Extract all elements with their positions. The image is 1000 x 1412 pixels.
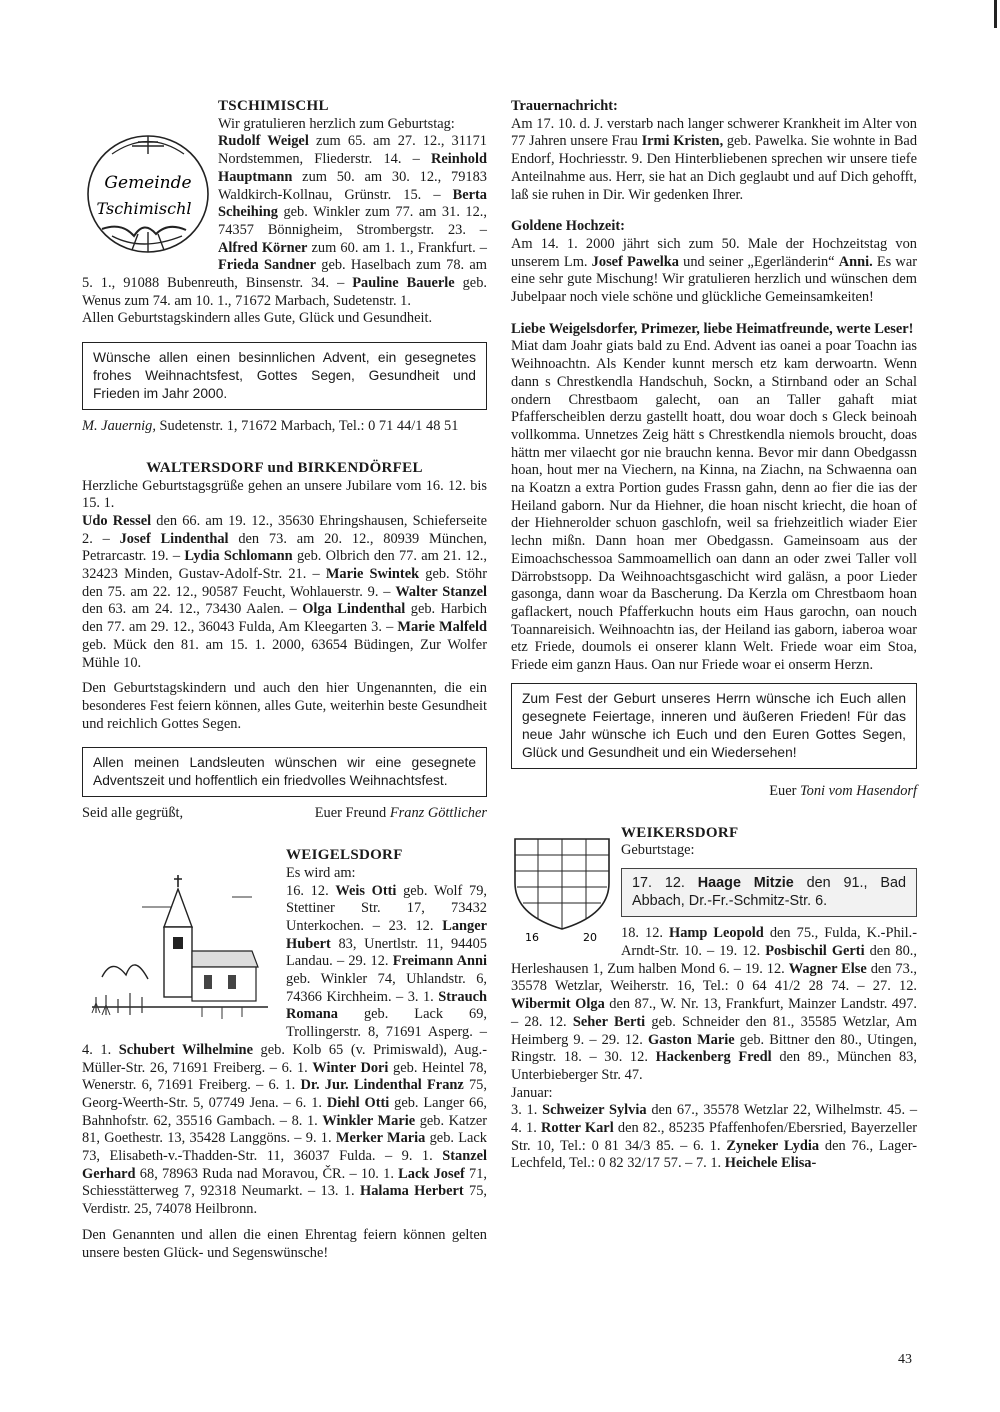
date: 18. 12.: [621, 925, 670, 942]
weigelsdorf-heading: WEIGELSDORF: [286, 847, 403, 864]
jubilar-details: den 76., Lager-Lechfeld, Tel.: 0 82 32/17 57. – 7. 1.: [511, 1137, 917, 1172]
jubilar-details: geb. Stöhr den 75. am 22. 12., 90587 Feucht, Wohlauerstr. 9. –: [82, 566, 487, 600]
crest-year-right: 20: [583, 930, 597, 944]
weikersdorf-intro: Geburtstage:: [621, 842, 695, 859]
jubilar-name: Weis Otti: [335, 882, 397, 899]
friend-signature: [315, 805, 487, 823]
jubilar-details: 83, Unertlstr. 11, 94405 Landau. – 29. 12.: [286, 935, 487, 970]
jubilar-name: Rotter Karl: [541, 1120, 614, 1137]
hochzeit-text-part: und seiner „Egerländerin“: [678, 253, 839, 270]
jubilar-details: 75, Verdistr. 25, 74078 Heilbronn.: [82, 1183, 488, 1218]
jubilar-details: den 73. am 20. 12., 80939 München, Petrarcastr. 19. –: [82, 530, 487, 565]
hochzeit-text: [511, 236, 917, 307]
jubilar-details: den 66. am 19. 12., 35630 Ehringshausen, Schieferseite 2. –: [82, 512, 487, 547]
section-weigelsdorf: [82, 847, 487, 1262]
seal-text-tschimischl: Tschimischl: [96, 199, 192, 218]
gemeinde-seal-image: [82, 124, 210, 264]
jubilar-name: Posbischil Gerti: [765, 943, 865, 960]
januar-label: Januar:: [511, 1084, 553, 1101]
right-column: [511, 98, 917, 1173]
jubilar-details: geb. Wolf 79, Stettiner Str. 17, 73432 Unterkochen. – 23. 12.: [286, 882, 487, 934]
wife-name: Anni.: [838, 253, 873, 270]
jubilar-name: Winter Dori: [312, 1059, 389, 1076]
signature-address: Sudetenstr. 1, 71672 Marbach, Tel.: 0 71 44/1 48 51: [155, 418, 459, 435]
jubilar-details: geb. Lack 69, Trollingerstr. 8, 71691 Asperg. – 4. 1.: [82, 1006, 487, 1058]
jubilar-name: Stanzel Gerhard: [82, 1148, 487, 1182]
jubilar-details: geb. Bittner den 80., Utingen, Ringstr. 18. – 30. 12.: [511, 1031, 917, 1066]
jubilar-name: Seher Berti: [572, 1013, 646, 1030]
tschimischl-advent-box: [82, 342, 487, 410]
section-tschimischl: [82, 98, 487, 436]
jubilar-details: geb. Langer 66, Bahnhofstr. 62, 35516 Gambach. – 8. 1.: [82, 1094, 487, 1129]
jubilar-details: geb. Katzer 81, Goethestr. 13, 35428 Langgöns. – 9. 1.: [82, 1112, 488, 1147]
church-illustration: [82, 867, 278, 1027]
jubilar-details: zum 60. am 1. 1., Frankfurt. –: [307, 239, 487, 256]
jubilar-name: Langer Hubert: [286, 917, 487, 952]
jubilar-details: geb. Mück den 81. am 15. 1. 2000, 63654 Büdingen, Zur Wolfer Mühle 10.: [82, 636, 487, 671]
jubilar-name: Schweizer Sylvia: [542, 1102, 647, 1119]
section-trauernachricht: [511, 98, 917, 204]
tschimischl-intro: Wir gratulieren herzlich zum Geburtstag:: [218, 115, 455, 132]
jubilar-name: Schubert Wilhelmine: [118, 1041, 253, 1058]
seal-text-gemeinde: Gemeinde: [104, 173, 192, 193]
jubilar-details: geb. Wenus zum 74. am 10. 1., 71672 Marbach, Sudetenstr. 1.: [82, 275, 487, 309]
trauer-text: [511, 116, 917, 205]
jubilar-details: den 67., 35578 Wetzlar 22, Wilhelmstr. 45. – 4. 1.: [511, 1102, 918, 1137]
jubilar-name: Berta Scheihing: [218, 186, 487, 221]
jubilar-name: Alfred Körner: [218, 239, 308, 256]
jubilar-details: den 75., Fulda, K.-Phil.-Arndt-Str. 10. – 19. 12.: [621, 925, 918, 960]
jubilar-details: den 63. am 24. 12., 73430 Aalen. –: [82, 601, 303, 618]
crest-year-left: 16: [525, 930, 539, 944]
jubilar-name: Wibermit Olga: [511, 996, 605, 1013]
jubilar-name: Strauch Romana: [286, 988, 487, 1023]
jubilar-name: Halama Herbert: [360, 1183, 464, 1200]
sign-name: Toni vom Hasendorf: [799, 782, 917, 799]
weikersdorf-birthday-list: [511, 925, 917, 1084]
deceased-name: Irmi Kristen,: [641, 133, 724, 150]
waltersdorf-wish-box: [82, 747, 487, 797]
jubilar-details: den 91., Bad Abbach, Dr.-Fr.-Schmitz-Str. 6.: [632, 874, 906, 909]
jubilar-name: Haage Mitzie: [697, 874, 794, 891]
friend-name: Franz Göttlicher: [389, 805, 487, 822]
jubilar-name: Lydia Schlomann: [184, 548, 293, 565]
weihnacht-text: Miat dam Joahr giats bald zu End. Advent ias oanei a poar Toachn ias Weihnoachtn. Als Kender kunnt mersch etz kam derwoartn. Wenn dann s Chrestkendla Handschuh, Sockn, a Stirnband oder an Schal ondern Chrestbaom galecht, oan an Taller gahaft miat Pfafferscheiblen derzu gastellt hoatt, dou woar doch s Gleck beinoah vollkomma. Unnetzes Zeig hätt s Chrestkendla niemols broucht, doas hättn mer vilaecht gor nie brauchn kenna. Bevor mir dann Obedgassn hoan, hout mer na Viechern, na Kinna, na Ziachn, na Schwaenna oan na Koatzn a extra Portion gudes Frassn gahn, denn ao fier die ias der Heiland gaborn. Nur da Hiehner, die hoan nischt kriecht, die hoan of der Hiehnerolder schuon gaschlofn, weil sa friehzeitlich wiader Eier lechn mißn. Dann hoan mer Obedgassn. Gameinsoam aus der Eimoachschessoa Sammoamellich oan dann an oder zwei Taller voll Därrobstsopp. Da Weihnoachtsgaschicht wird galäsn, a poor Lieder gasonga, dann woar da Bascherung. Da Kerzla om Chrestbaom hoan gaflackert, nouch Pfafferkuchn houts eim Haus garochn, oan nouch Toannareisich. Weihnoachtn ias, der Heiland ias gaborn, iaberoa woar etz Friede, doumols ei onserer klann Welt. Friede woar eim Stoa, Friede eim ganzn Haus. Oan nur Friede woar ei onserm Herzn.: [511, 338, 917, 674]
jubilar-details: geb. Haselbach zum 78. am 5. 1., 91088 Bubenreuth, Binsenstr. 34. –: [82, 257, 488, 292]
jubilar-name: Freimann Anni: [392, 953, 487, 970]
husband-name: Josef Pawelka: [591, 253, 679, 270]
jubilar-name: Merker Maria: [335, 1130, 426, 1147]
tschimischl-signature: [82, 418, 487, 436]
jubilar-name: Diehl Otti: [326, 1094, 390, 1111]
jubilar-name: Walter Stanzel: [395, 583, 487, 600]
left-column: [82, 98, 487, 1262]
weikersdorf-highlight-box: [621, 868, 917, 917]
weihnacht-heading: Liebe Weigelsdorfer, Primezer, liebe Heimatfreunde, werte Leser!: [511, 320, 914, 337]
jubilar-name: Winkler Marie: [322, 1112, 416, 1129]
jubilar-details: den 89., München 83, Unterbieberger Str. 47.: [511, 1049, 917, 1083]
friend-prefix: Euer Freund: [314, 805, 390, 822]
hochzeit-text-part: Am 14. 1. 2000 jährt sich zum 50. Male der Hochzeitstag von unserem Lm.: [511, 235, 917, 270]
waltersdorf-closing: Den Geburtstagskindern und auch den hier Ungenannten, die ein besonderes Fest feiern können, alles Gute, weiterhin beste Gesundheit und reichlich Gottes Segen.: [82, 680, 487, 732]
jubilar-name: Gaston Marie: [647, 1031, 735, 1048]
waltersdorf-heading: WALTERSDORF und BIRKENDÖRFEL: [146, 459, 423, 476]
jubilar-name: Marie Malfeld: [397, 619, 488, 636]
jubilar-details: geb. Winkler 74, Uhlandstr. 6, 74366 Kirchheim. – 3. 1.: [286, 971, 487, 1005]
jubilar-name: Heichele Elisa-: [724, 1155, 817, 1172]
jubilar-name: Rudolf Weigel: [218, 133, 309, 150]
weikersdorf-januar-list: [511, 1102, 917, 1173]
sign-prefix: Euer: [769, 782, 800, 799]
tschimischl-closing: Allen Geburtstagskindern alles Gute, Glück und Gesundheit.: [82, 310, 433, 327]
jubilar-details: zum 50. am 30. 12., 79183 Waldkirch-Kollnau, Grünstr. 15. –: [218, 168, 487, 203]
jubilar-name: Hackenberg Fredl: [655, 1049, 772, 1066]
crest-drawing: [511, 833, 613, 945]
trauer-heading: Trauernachricht:: [511, 98, 618, 114]
jubilar-name: Marie Swintek: [325, 566, 420, 583]
jubilar-name: Udo Ressel: [82, 512, 152, 529]
jubilar-name: Olga Lindenthal: [302, 601, 406, 618]
jubilar-name: Dr. Jur. Lindenthal Franz: [300, 1077, 464, 1094]
hochzeit-text-part: Es war eine sehr gute Mischung! Wir gratulieren herzlich und wünschen dem Jubelpaar noch viele schöne und glückliche Gemeinsamkeiten!: [511, 253, 917, 306]
jubilar-name: Pauline Bauerle: [352, 275, 455, 292]
greeting: Seid alle gegrüßt,: [82, 805, 184, 822]
jubilar-details: 68, 78963 Ruda nad Moravou, ČR. – 10. 1.: [135, 1165, 399, 1182]
jubilar-name: Zyneker Lydia: [726, 1137, 820, 1154]
date: 17. 12.: [632, 874, 698, 891]
church-drawing: [82, 867, 278, 1027]
jubilar-details: den 80., Herleshausen 1, Zum halben Mond 6. – 19. 12.: [511, 943, 917, 977]
waltersdorf-birthday-list: [82, 478, 487, 673]
waltersdorf-intro: Herzliche Geburtstagsgrüße gehen an unsere Jubilare vom 16. 12. bis 15. 1.: [82, 477, 487, 512]
jubilar-details: geb. Harbich den 77. am 29. 12., 36043 Fulda, Am Kleegarten 3. –: [82, 601, 487, 636]
wish-text: Allen meinen Landsleuten wünschen wir eine gesegnete Adventszeit und hoffentlich ein friedvolles Weihnachtsfest.: [93, 755, 476, 789]
jubilar-details: den 73., 35578 Wetzlar, Weiherstr. 16, Tel.: 0 64 41/2 28 74. – 27. 12.: [511, 960, 918, 995]
jubilar-details: geb. Kolb 65 (v. Primiswald), Aug.-Müller-Str. 26, 71691 Freiberg. – 6. 1.: [82, 1041, 487, 1076]
jubilar-name: Hamp Leopold: [669, 925, 764, 942]
jubilar-name: Lack Josef: [398, 1165, 465, 1182]
tschimischl-heading: TSCHIMISCHL: [218, 98, 329, 114]
section-weihnachtsgruss: [511, 321, 917, 801]
jubilar-name: Frieda Sandner: [218, 257, 317, 274]
jubilar-details: geb. Lack 73, Elisabeth-v.-Thadden-Str. 11, 36037 Fulda. – 9. 1.: [82, 1130, 487, 1165]
trauer-text-part: geb. Pawelka. Sie wohnte in Bad Endorf, Hochriesstr. 9. Den Hinterbliebenen sprechen wir unsere tiefe Anteilnahme aus. Herr, sie hat an Dich geglaubt und auf Dich gehofft, laß sie ruhen in Dir. Wir gedenken Ihrer.: [511, 133, 918, 203]
section-weikersdorf: [511, 825, 917, 1174]
jubilar-details: geb. Winkler zum 77. am 31. 12., 74357 Bönnigheim, Strombergstr. 23. –: [218, 204, 487, 238]
jubilar-name: Reinhold Hauptmann: [218, 151, 487, 185]
jubilar-details: 71, Schiesstätterweg 7, 92318 Neumarkt. – 13. 1.: [82, 1165, 487, 1200]
jubilar-details: geb. Heintel 78, Wenerstr. 6, 71691 Freiberg. – 6. 1.: [82, 1059, 487, 1094]
jubilar-details: zum 65. am 27. 12., 31171 Nordstemmen, Fliederstr. 14. –: [218, 133, 487, 168]
jubilar-name: Josef Lindenthal: [119, 530, 229, 547]
weikersdorf-heading: WEIKERSDORF: [621, 824, 739, 841]
jubilar-details: geb. Schneider den 81., 35585 Wetzlar, Am Heimberg 9. – 29. 12.: [511, 1013, 918, 1048]
waltersdorf-signature: [82, 805, 487, 823]
jubilar-details: geb. Olbrich den 77. am 21. 12., 32423 Minden, Gustav-Adolf-Str. 21. –: [82, 548, 487, 583]
jubilar-name: Wagner Else: [788, 960, 867, 977]
date: 16. 12.: [286, 882, 336, 899]
jubilar-details: 75, Georg-Weerth-Str. 5, 07749 Jena. – 6. 1.: [82, 1077, 487, 1111]
section-goldene-hochzeit: [511, 218, 917, 307]
section-waltersdorf: [82, 460, 487, 823]
date: 3. 1.: [511, 1102, 543, 1119]
jubilar-details: den 87., W. Nr. 13, Frankfurt, Mainzer Landstr. 497. – 28. 12.: [511, 996, 917, 1030]
seal-drawing: [82, 124, 210, 264]
page-edge-mark: [994, 0, 997, 28]
advent-wish-text: Wünsche allen einen besinnlichen Advent, ein gesegnetes frohes Weihnachtsfest, Gottes Segen, Gesundheit und Frieden im Jahr 2000.: [93, 350, 476, 402]
signature-name: M. Jauernig,: [82, 418, 156, 435]
jubilar-details: den 82., 85235 Pfaffenhofen/Ebersried, Bayerzeller Str. 10, Tel.: 0 81 34/3 85. – 6. 1.: [511, 1120, 918, 1154]
weihnacht-wish-box: [511, 683, 917, 769]
weihnacht-signature: [511, 783, 917, 801]
weigelsdorf-closing: Den Genannten und allen die einen Ehrentag feiern können gelten unsere besten Glück- und Segenswünsche!: [82, 1226, 487, 1261]
weigelsdorf-intro: Es wird am:: [286, 864, 356, 881]
hochzeit-heading: Goldene Hochzeit:: [511, 218, 625, 235]
weikersdorf-crest: [511, 833, 613, 945]
wish-text: Zum Fest der Geburt unseres Herrn wünsche ich Euch allen gesegnete Feiertage, inneren und äußeren Frieden! Für das neue Jahr wünsche ich Euch und den Euren Gottes Segen, Glück und Gesundheit und ein Wiedersehen!: [522, 690, 906, 760]
page-number: 43: [898, 1352, 912, 1367]
trauer-text-part: Am 17. 10. d. J. verstarb nach langer schwerer Krankheit im Alter von 77 Jahren unsere Frau: [511, 115, 917, 150]
